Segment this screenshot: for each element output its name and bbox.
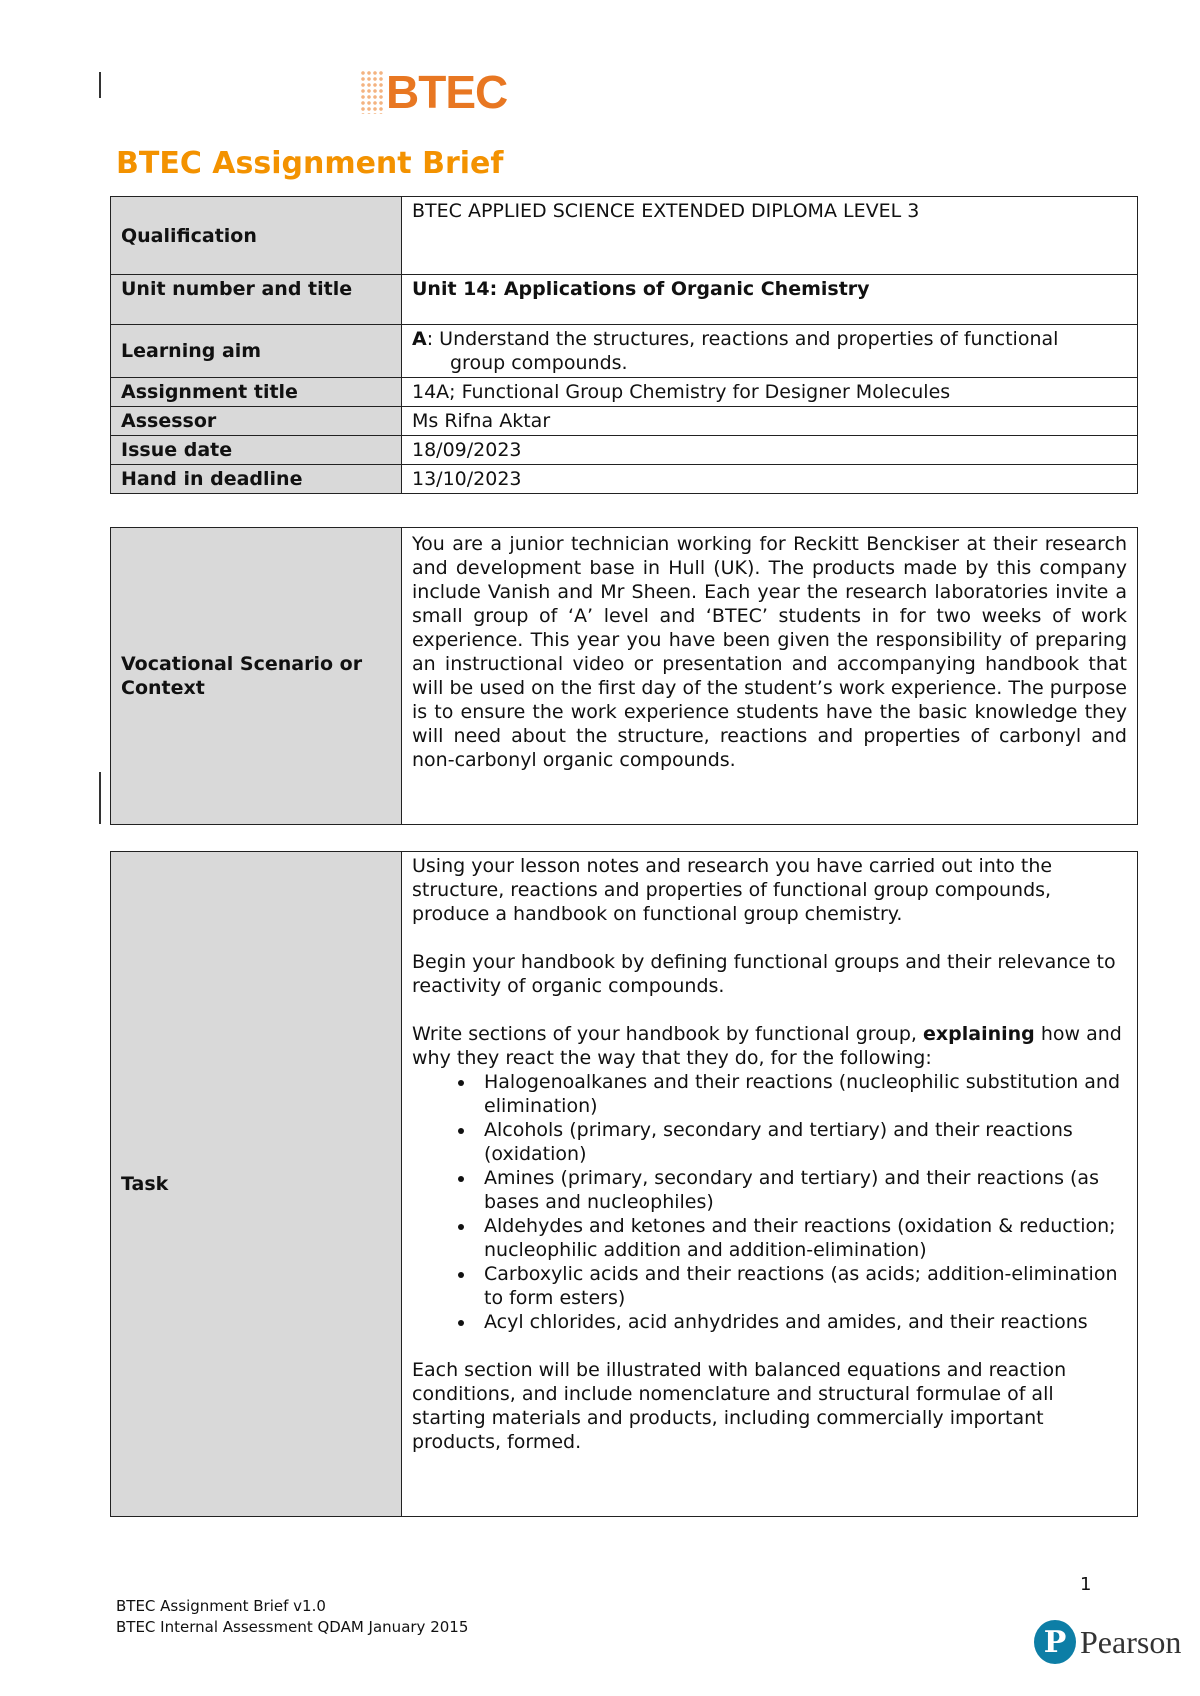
task-table [110, 851, 1138, 1517]
qualification-label: Qualification [111, 197, 402, 275]
page-title: BTEC Assignment Brief [116, 146, 504, 181]
list-item: • Halogenoalkanes and their reactions (nucleophilic substitution and elimination) [476, 1070, 1127, 1118]
task-text: how and why they react the way that they do, for the following: [412, 1023, 1122, 1069]
task-paragraph: Begin your handbook by defining functional groups and their relevance to reactivity of organic compounds. [412, 951, 1116, 997]
pearson-logo [1034, 1620, 1181, 1664]
task-emphasis: explaining [923, 1023, 1035, 1045]
footer-version: BTEC Assignment Brief v1.0 [116, 1597, 326, 1615]
task-paragraph: Each section will be illustrated with balanced equations and reaction conditions, and include nomenclature and structural formulae of all starting materials and products, including commercially important products, formed. [412, 1359, 1067, 1453]
task-label: Task [111, 852, 402, 1517]
table-row [111, 325, 1138, 378]
issue-date-label: Issue date [111, 436, 402, 465]
deadline-label: Hand in deadline [111, 465, 402, 494]
assignment-info-table [110, 196, 1138, 494]
deadline-value: 13/10/2023 [402, 465, 1138, 494]
page-number: 1 [1080, 1574, 1092, 1595]
footer-qdam: BTEC Internal Assessment QDAM January 2015 [116, 1618, 469, 1636]
qualification-value: BTEC APPLIED SCIENCE EXTENDED DIPLOMA LEVEL 3 [402, 197, 1138, 275]
unit-label: Unit number and title [111, 275, 402, 325]
assessor-label: Assessor [111, 407, 402, 436]
assessor-value: Ms Rifna Aktar [402, 407, 1138, 436]
list-item: • Alcohols (primary, secondary and tertiary) and their reactions (oxidation) [476, 1118, 1127, 1166]
btec-logo [360, 68, 507, 116]
footer [116, 1596, 468, 1638]
table-row [111, 407, 1138, 436]
logo-text: BTEC [386, 66, 508, 118]
table-row [111, 378, 1138, 407]
table-row [111, 852, 1138, 1517]
issue-date-value: 18/09/2023 [402, 436, 1138, 465]
assignment-title-value: 14A; Functional Group Chemistry for Designer Molecules [402, 378, 1138, 407]
text-cursor-mark [99, 772, 101, 824]
scenario-text: You are a junior technician working for Reckitt Benckiser at their research and development base in Hull (UK). The products made by this company include Vanish and Mr Sheen. Each year the research laboratories invite a small group of ‘A’ level and ‘BTEC’ students in for two weeks of work experience. This year you have been given the responsibility of preparing an instructional video or presentation and accompanying handbook that will be used on the first day of the student’s work experience. The purpose is to ensure the work experience students have the basic knowledge they will need about the structure, reactions and properties of carbonyl and non-carbonyl organic compounds. [402, 528, 1138, 825]
list-item: • Aldehydes and ketones and their reactions (oxidation & reduction; nucleophilic addition and addition-elimination) [476, 1214, 1127, 1262]
logo-dots-icon [360, 70, 384, 114]
functional-group-list [412, 1070, 1127, 1334]
table-row [111, 528, 1138, 825]
task-paragraph [412, 1022, 1127, 1070]
unit-value: Unit 14: Applications of Organic Chemistry [402, 275, 1138, 325]
scenario-label: Vocational Scenario or Context [111, 528, 402, 825]
table-row [111, 436, 1138, 465]
learning-aim-value [402, 325, 1138, 378]
list-item: • Acyl chlorides, acid anhydrides and amides, and their reactions [476, 1310, 1127, 1334]
learning-aim-code: A [412, 328, 427, 350]
list-item: • Amines (primary, secondary and tertiary) and their reactions (as bases and nucleophiles) [476, 1166, 1127, 1214]
learning-aim-text-cont: group compounds. [450, 352, 628, 374]
table-row [111, 197, 1138, 275]
pearson-p-icon: P [1034, 1620, 1076, 1664]
table-row [111, 465, 1138, 494]
task-paragraph: Using your lesson notes and research you have carried out into the structure, reactions and properties of functional group compounds, produce a handbook on functional group chemistry. [412, 855, 1053, 925]
list-item: • Carboxylic acids and their reactions (as acids; addition-elimination to form esters) [476, 1262, 1127, 1310]
task-text: Write sections of your handbook by functional group, [412, 1023, 924, 1045]
task-content [402, 852, 1138, 1517]
learning-aim-label: Learning aim [111, 325, 402, 378]
pearson-wordmark: Pearson [1080, 1623, 1182, 1660]
text-cursor-mark [99, 72, 101, 98]
scenario-table [110, 527, 1138, 825]
assignment-title-label: Assignment title [111, 378, 402, 407]
table-row [111, 275, 1138, 325]
learning-aim-text: : Understand the structures, reactions and properties of functional [426, 328, 1059, 350]
